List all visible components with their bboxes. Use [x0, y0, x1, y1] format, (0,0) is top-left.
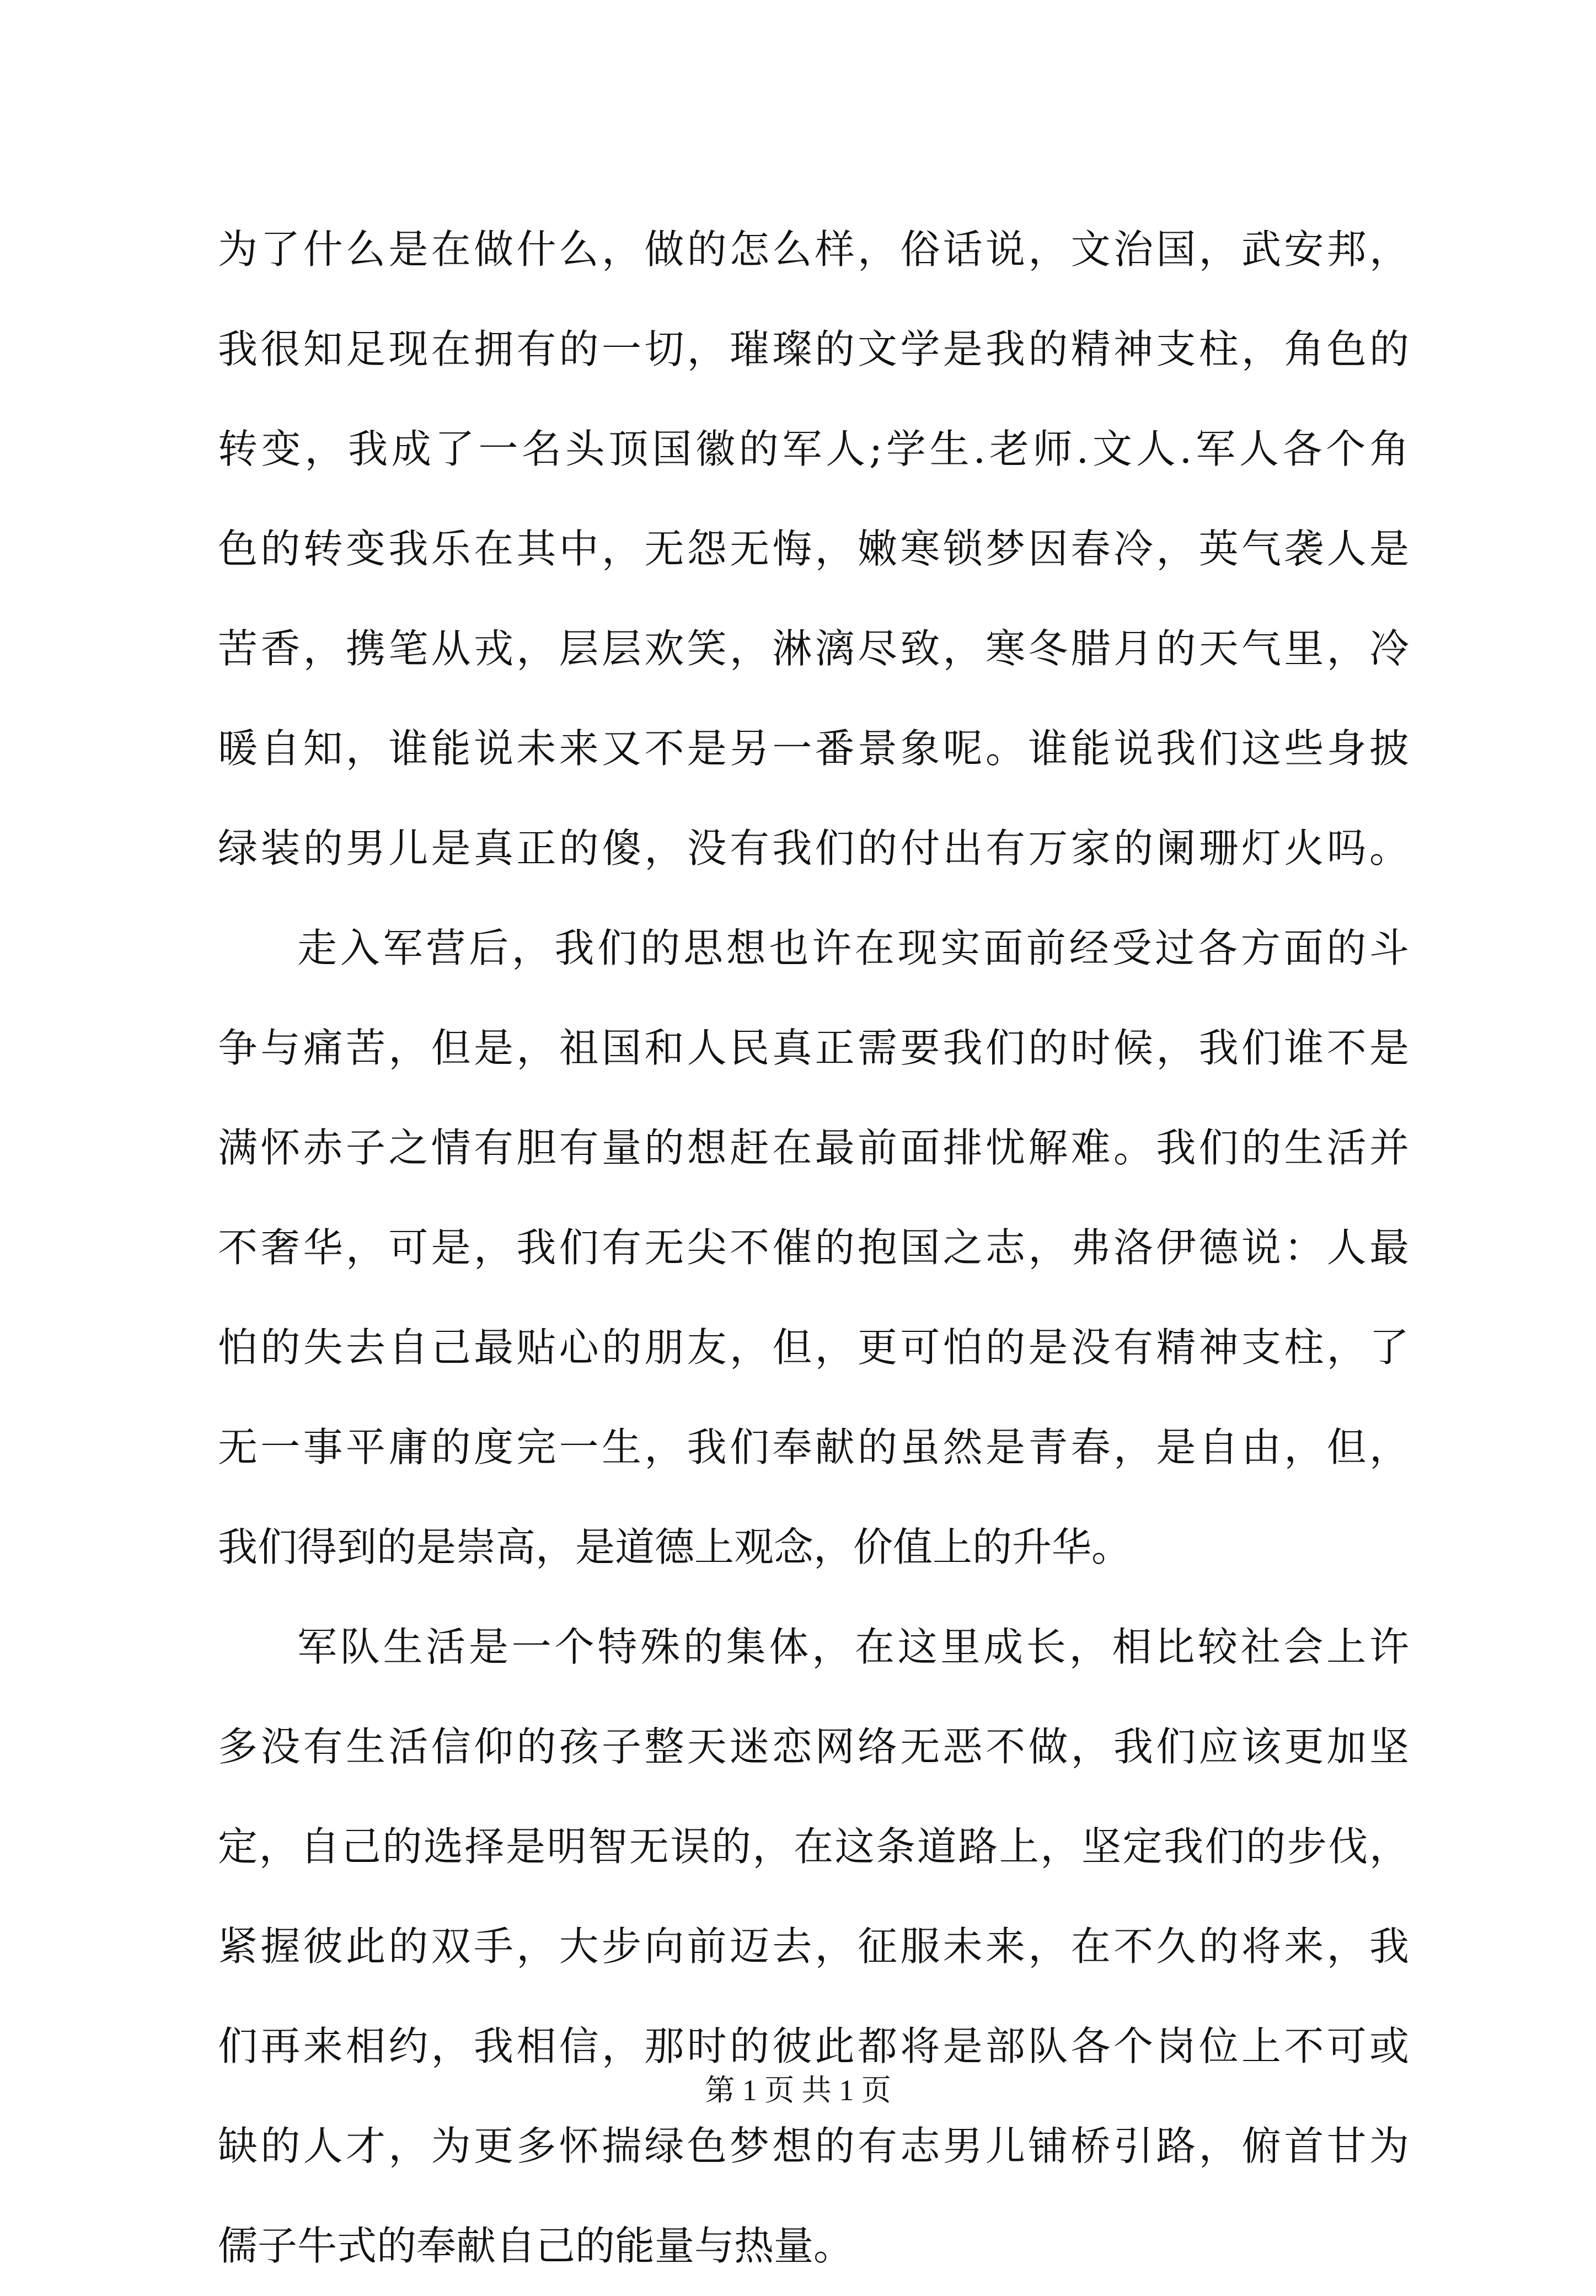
text-line: 争与痛苦，但是，祖国和人民真正需要我们的时候，我们谁不是 — [218, 1025, 1409, 1071]
body-text — [218, 200, 1409, 2296]
text-line-last: 我们得到的是崇高，是道德上观念，价值上的升华。 — [218, 1524, 1132, 1570]
text-line-last: 儒子牛式的奉献自己的能量与热量。 — [218, 2223, 854, 2269]
text-line: 定，自己的选择是明智无误的，在这条道路上，坚定我们的步伐， — [218, 1823, 1409, 1870]
text-line-indented: 走入军营后，我们的思想也许在现实面前经受过各方面的斗 — [297, 925, 1409, 971]
text-line: 多没有生活信仰的孩子整天迷恋网络无恶不做，我们应该更加坚 — [218, 1724, 1409, 1770]
text-line: 无一事平庸的度完一生，我们奉献的虽然是青春，是自由，但， — [218, 1424, 1409, 1470]
text-line: 色的转变我乐在其中，无怨无悔，嫩寒锁梦因春冷，英气袭人是 — [218, 526, 1409, 572]
text-line: 满怀赤子之情有胆有量的想赶在最前面排忧解难。我们的生活并 — [218, 1125, 1409, 1171]
text-line: 绿装的男儿是真正的傻，没有我们的付出有万家的阑珊灯火吗。 — [218, 825, 1409, 871]
text-line: 紧握彼此的双手，大步向前迈去，征服未来，在不久的将来，我 — [218, 1923, 1409, 1969]
text-line: 们再来相约，我相信，那时的彼此都将是部队各个岗位上不可或 — [218, 2023, 1409, 2069]
text-line: 暖自知，谁能说未来又不是另一番景象呢。谁能说我们这些身披 — [218, 725, 1409, 772]
page-number-label: 第 1 页 共 1 页 — [705, 2074, 891, 2107]
text-line: 不奢华，可是，我们有无尖不催的抱国之志，弗洛伊德说：人最 — [218, 1224, 1409, 1271]
text-line: 缺的人才，为更多怀揣绿色梦想的有志男儿铺桥引路，俯首甘为 — [218, 2123, 1409, 2169]
page-footer — [0, 2068, 1596, 2112]
text-line: 怕的失去自己最贴心的朋友，但，更可怕的是没有精神支柱，了 — [218, 1324, 1409, 1371]
text-line: 苦香，携笔从戎，层层欢笑，淋漓尽致，寒冬腊月的天气里，冷 — [218, 625, 1409, 672]
text-line: 为了什么是在做什么，做的怎么样，俗话说，文治国，武安邦， — [218, 226, 1409, 272]
text-line: 我很知足现在拥有的一切，璀璨的文学是我的精神支柱，角色的 — [218, 326, 1409, 372]
text-line-indented: 军队生活是一个特殊的集体，在这里成长，相比较社会上许 — [297, 1624, 1409, 1670]
text-line: 转变，我成了一名头顶国徽的军人;学生.老师.文人.军人各个角 — [218, 426, 1409, 472]
